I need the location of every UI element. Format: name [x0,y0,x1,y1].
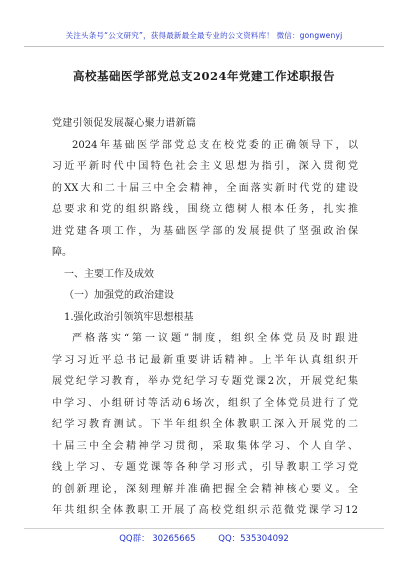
paragraph-line: 2024年基础医学部党总支在校党委的正确领导下，以 [72,139,358,151]
paragraph-line: 年共组织全体教职工开展了高校党组织示范微党课学习12 [52,505,358,516]
document-title: 高校基础医学部党总支2024年党建工作述职报告 [72,69,335,83]
footer-divider [24,528,384,529]
paragraph-line: 的创新理论，深刻理解并准确把握全会精神核心要义。全 [52,483,358,495]
paragraph-line: 严格落实“第一议题”制度，组织全体党员及时跟进 [72,333,358,344]
paragraph-line: 纪学习教育测试。下半年组织全体教职工深入开展党的二 [52,419,358,430]
header-divider [24,46,384,47]
paragraph-line: 总要求和党的组织路线，围绕立德树人根本任务，扎实推 [52,204,358,215]
document-body [52,113,358,522]
paragraph-line: 学习习近平总书记最新重要讲话精神。上半年认真组织开 [52,354,358,366]
paragraph-line: 线上学习、专题党课等各种学习形式，引导教职工学习党 [52,462,358,473]
subsection-heading: （一）加强党的政治建设 [64,290,174,301]
document-subtitle: 党建引领促发展凝心聚力谱新篇 [52,118,197,129]
paragraph-line: 十届三中全会精神学习贯彻，采取集体学习、个人自学、 [52,440,358,452]
paragraph-line: 进党建各项工作，为基础医学部的发展提供了坚强政治保 [52,225,358,237]
paragraph-line: 展党纪学习教育，举办党纪学习专题党课2次，开展党纪集 [52,376,358,387]
page-footer [0,532,408,544]
item-heading: 1.强化政治引领筑牢思想根基 [64,311,194,323]
paragraph-line: 中学习、小组研讨等活动6场次，组织了全体党员进行了党 [52,397,358,409]
paragraph-line: 习近平新时代中国特色社会主义思想为指引，深入贯彻党 [52,161,358,172]
footer-qq-contact: QQ：535304092 [218,534,289,544]
footer-qq-group: QQ群： 30265665 [119,534,196,544]
paragraph-line: 障。 [52,247,72,258]
header-notice: 关注头条号“公文研究”，获得最新最全最专业的公文资料库！ 微信：gongwenyj [65,31,343,40]
section-heading: 一、主要工作及成效 [64,268,154,280]
paragraph-line: 的XX大和二十届三中全会精神，全面落实新时代党的建设 [52,182,358,194]
page-header [0,0,408,64]
